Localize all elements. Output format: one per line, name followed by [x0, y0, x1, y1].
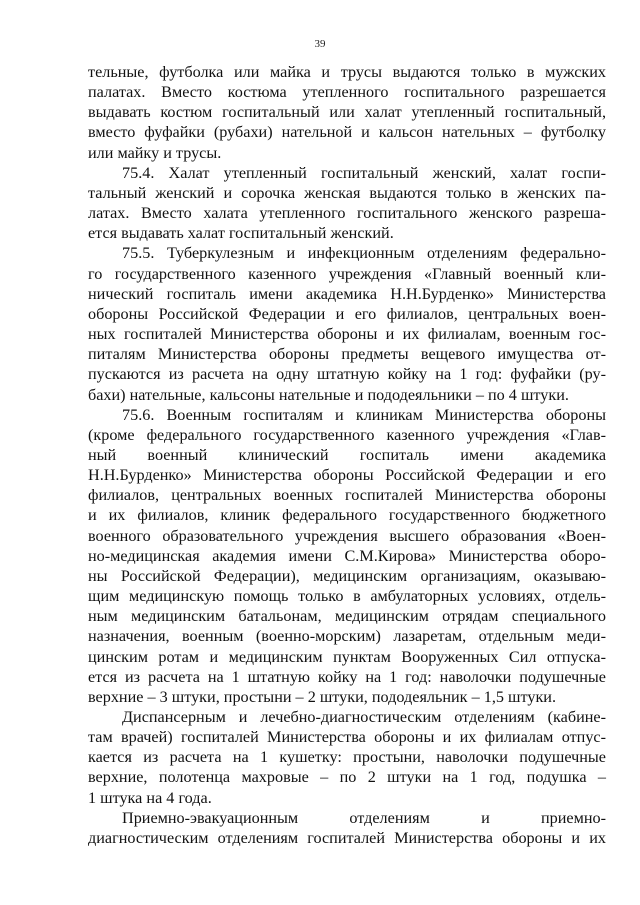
text-line: верхние, полотенца махровые – по 2 штуки на 1 год, подушка –: [88, 768, 606, 787]
text-line: латах. Вместо халата утепленного госпитального женского разреша-: [88, 204, 606, 223]
text-line: цинским ротам и медицинским пунктам Вооруженных Сил отпуска-: [88, 647, 606, 666]
text-line: диагностическим отделениям госпиталей Министерства обороны и их: [88, 828, 606, 847]
paragraph: [88, 62, 606, 163]
document-body: [88, 62, 606, 848]
text-line: щим медицинскую помощь только в амбулаторных условиях, отдель-: [88, 587, 606, 606]
text-line: ется выдавать халат госпитальный женский.: [88, 224, 394, 243]
paragraph: [88, 405, 606, 707]
text-line: бахи) нательные, кальсоны нательные и пододеяльники – по 4 штуки.: [88, 385, 569, 404]
text-line: ны Российской Федерации), медицинским организациям, оказываю-: [88, 566, 606, 585]
text-line: нический госпиталь имени академика Н.Н.Бурденко» Министерства: [88, 284, 606, 303]
text-line: вместо фуфайки (рубахи) нательной и кальсон нательных – футболку: [88, 123, 606, 142]
text-line: 75.5. Туберкулезным и инфекционным отделениям федерально-: [122, 244, 606, 263]
text-line: пускаются из расчета на одну штатную койку на 1 год: фуфайки (ру-: [88, 365, 606, 384]
text-line: го государственного казенного учреждения «Главный военный кли-: [88, 264, 606, 283]
text-line: 75.6. Военным госпиталям и клиникам Министерства обороны: [122, 405, 606, 424]
text-line: выдавать костюм госпитальный или халат утепленный госпитальный,: [88, 103, 606, 122]
paragraph: [88, 163, 606, 244]
text-line: питалям Министерства обороны предметы вещевого имущества от-: [88, 345, 606, 364]
text-line: кается из расчета на 1 кушетку: простыни, наволочки подушечные: [88, 748, 606, 767]
text-line: (кроме федерального государственного казенного учреждения «Глав-: [88, 425, 606, 444]
text-line: палатах. Вместо костюма утепленного госпитального разрешается: [88, 83, 606, 102]
text-line: тальный женский и сорочка женская выдаются только в женских па-: [88, 183, 606, 202]
text-line: назначения, военным (военно-морским) лазаретам, отдельным меди-: [88, 627, 606, 646]
text-line: Н.Н.Бурденко» Министерства обороны Российской Федерации и его: [88, 466, 606, 485]
text-line: филиалов, центральных военных госпиталей Министерства обороны: [88, 486, 606, 505]
text-line: ный военный клинический госпиталь имени академика: [88, 445, 606, 464]
text-line: тельные, футболка или майка и трусы выдаются только в мужских: [88, 63, 606, 81]
page-number: 39: [314, 38, 326, 50]
text-line: Диспансерным и лечебно-диагностическим отделениям (кабине-: [122, 708, 606, 726]
text-line: военного образовательного учреждения высшего образования «Воен-: [88, 526, 606, 545]
paragraph: [88, 243, 606, 404]
text-line: обороны Российской Федерации и его филиалов, центральных воен-: [88, 304, 606, 323]
text-line: но-медицинская академия имени С.М.Кирова» Министерства оборо-: [88, 546, 606, 565]
text-line: 75.4. Халат утепленный госпитальный женский, халат госпи-: [122, 163, 606, 182]
text-line: там врачей) госпиталей Министерства обороны и их филиалам отпус-: [88, 728, 606, 747]
text-line: верхние – 3 штуки, простыни – 2 штуки, пододеяльник – 1,5 штуки.: [88, 687, 557, 706]
text-line: или майку и трусы.: [88, 143, 222, 162]
paragraph: [88, 707, 606, 808]
text-line: Приемно-эвакуационным отделениям и приемно-: [122, 808, 606, 827]
text-line: ных госпиталей Министерства обороны и их филиалам, военным гос-: [88, 325, 606, 344]
paragraph: [88, 808, 606, 848]
text-line: ется из расчета на 1 штатную койку на 1 год: наволочки подушечные: [88, 667, 606, 686]
text-line: 1 штука на 4 года.: [88, 788, 212, 807]
text-line: и их филиалов, клиник федерального государственного бюджетного: [88, 506, 606, 525]
text-line: ным медицинским батальонам, медицинским отрядам специального: [88, 607, 606, 626]
